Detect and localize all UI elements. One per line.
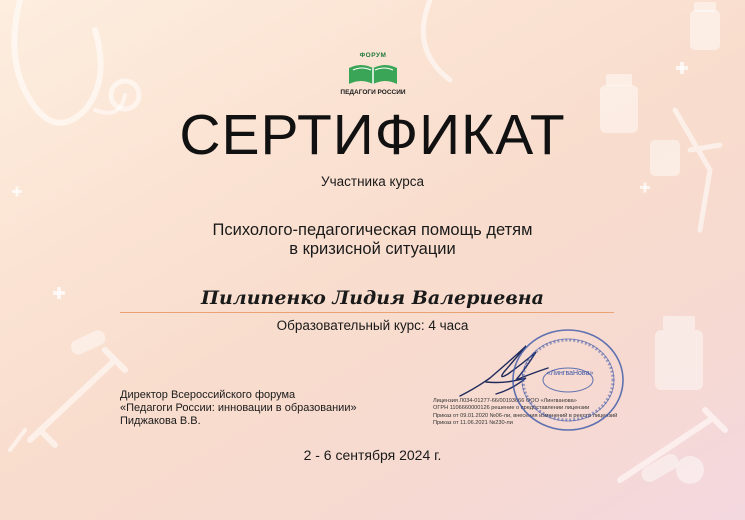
stethoscope-icon [423,0,450,80]
pill-bottle-icon [655,330,703,390]
syringe-icon [30,350,125,445]
director-block [120,389,357,428]
logo-top-text: ФОРУМ [359,52,387,59]
book-icon [343,58,403,88]
director-forum: «Педагоги России: инновации в образовании» [120,402,357,414]
pill-bottle-icon [690,10,720,50]
name-underline [120,312,614,313]
round-stamp [509,326,627,434]
forum-logo [333,52,413,102]
recipient-name: Пилипенко Лидия Валериевна [201,287,544,309]
license-line-4: Приказ от 11.06.2021 №230-ли [433,420,513,427]
license-line-2: ОГРН 1106660000126 решение о предоставлении лицензии [433,405,590,412]
license-line-1: Лицензия Л034-01277-66/00193666 ООО «Лингванова» [433,398,577,404]
certificate-subtitle: Участника курса [321,174,424,189]
course-title-line-2: в кризисной ситуации [289,240,456,258]
course-title [0,221,745,259]
course-title-line-1: Психолого-педагогическая помощь детям [212,221,533,239]
director-title: Директор Всероссийского форума [120,389,296,401]
certificate-title: СЕРТИФИКАТ [179,103,566,167]
logo-bottom-text: ПЕДАГОГИ РОССИИ [340,89,406,96]
course-dates: 2 - 6 сентября 2024 г. [303,447,442,463]
license-line-3: Приказ от 09.01.2020 №06-ли, внесения изменений в реестр лицензий [433,412,618,419]
course-hours: Образовательный курс: 4 часа [276,318,469,333]
director-name: Пиджакова В.В. [120,415,201,427]
stamp-center-text: «ЛингваНова» [546,370,594,377]
